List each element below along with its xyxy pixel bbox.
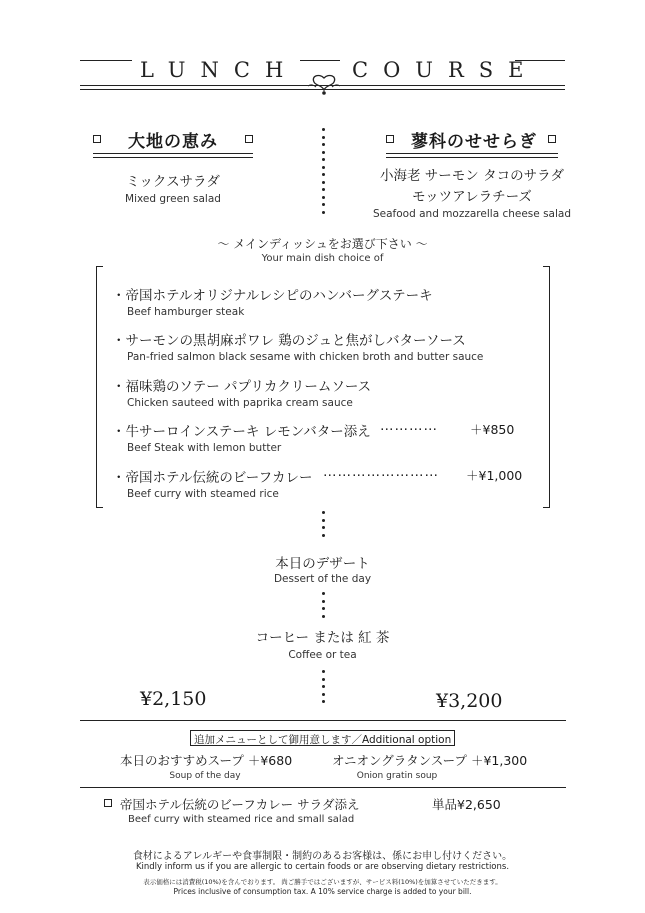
main-choice-heading [150, 235, 495, 264]
flourish-ornament [305, 74, 343, 96]
curry-en: Beef curry with steamed rice and small salad [128, 814, 355, 825]
dessert-en: Dessert of the day [273, 573, 372, 585]
divider-dots-1 [322, 511, 325, 541]
course-a-starter-jp: ミックスサラダ [126, 174, 220, 190]
course-a-rule-2 [93, 157, 253, 158]
soup-2 [332, 751, 532, 781]
course-b-starter-jp-2: モッツアレラチーズ [412, 189, 532, 205]
course-b-rule-1 [386, 153, 558, 154]
dish-en: Beef hamburger steak [127, 306, 245, 318]
dish-item [112, 466, 312, 500]
tax-en: Prices inclusive of consumption tax. A 10% service charge is added to your bill. [173, 887, 472, 896]
course-a-rule-1 [93, 153, 253, 154]
dish-jp: ・福味鶏のソテー パプリカクリームソース [112, 379, 372, 395]
curry-square [104, 799, 112, 807]
additional-rule-top [80, 720, 566, 721]
allergy-en: Kindly inform us if you are allergic to certain foods or are observing dietary restrictions. [135, 862, 510, 872]
course-b-square-left [386, 135, 394, 143]
dish-jp: ・牛サーロインステーキ レモンバター添え [112, 424, 371, 440]
footer [60, 847, 585, 896]
dish-en: Beef Steak with lemon butter [127, 442, 282, 454]
course-b-starter-jp-1: 小海老 サーモン タコのサラダ [380, 168, 564, 184]
course-a-starter-en: Mixed green salad [125, 193, 221, 205]
course-a-starter [93, 170, 253, 205]
dish-en: Pan-fried salmon black sesame with chicken broth and butter sauce [127, 351, 484, 363]
curry-jp: 帝国ホテル伝統のビーフカレー サラダ添え [120, 797, 360, 812]
additional-label-text: 追加メニューとして御用意します／Additional option [194, 734, 452, 746]
tax-jp: 表示価格には消費税(10%)を含んでおります。 尚ご勝手ではございますが、サービス料(10%)を加算させていただきます。 [143, 878, 502, 886]
course-b-price: ¥3,200 [436, 690, 503, 712]
additional-rule-mid [80, 787, 566, 788]
dish-item [112, 329, 483, 363]
main-choice-en: Your main dish choice of [261, 253, 384, 264]
curry-price: 単品¥2,650 [432, 797, 501, 812]
dessert-jp: 本日のデザート [275, 556, 370, 572]
course-a-price: ¥2,150 [140, 688, 207, 710]
soup-2-en: Onion gratin soup [356, 771, 438, 781]
drink [200, 626, 445, 661]
soup-1-jp: 本日のおすすめスープ ＋¥680 [120, 753, 293, 768]
dish-jp: ・帝国ホテル伝統のビーフカレー [112, 470, 313, 486]
dish-extra-price: ＋¥850 [470, 422, 515, 437]
dish-list-bracket-left [96, 266, 103, 508]
header-rule-top-2 [300, 60, 340, 61]
dish-item [112, 375, 371, 409]
course-b-name: 蓼科のせせらぎ [411, 132, 537, 152]
dish-extra-price: ＋¥1,000 [466, 468, 523, 483]
soup-1-en: Soup of the day [169, 771, 241, 781]
drink-jp: コーヒー または 紅 茶 [255, 630, 390, 646]
soup-2-jp: オニオングラタンスープ ＋¥1,300 [332, 753, 528, 768]
dessert [200, 552, 445, 585]
drink-en: Coffee or tea [288, 649, 357, 661]
course-b-starter [356, 164, 588, 220]
divider-dots-2 [322, 592, 325, 622]
dish-list-bracket-right [543, 266, 550, 508]
course-b-rule-2 [386, 157, 558, 158]
course-b-starter-en: Seafood and mozzarella cheese salad [373, 208, 571, 220]
dish-item [112, 284, 433, 318]
divider-dots-3 [322, 670, 325, 708]
title-course: COURSE [352, 58, 539, 82]
title-lunch: LUNCH [140, 58, 299, 82]
dish-en: Chicken sauteed with paprika cream sauce [127, 397, 353, 409]
course-a-square-right [245, 135, 253, 143]
header-rule-top-1 [80, 60, 132, 61]
soup-1 [120, 751, 293, 781]
divider-dots-top [322, 128, 325, 218]
dish-leader: ………… [380, 418, 438, 434]
course-b-square-right [548, 135, 556, 143]
dish-en: Beef curry with steamed rice [127, 488, 279, 500]
dish-jp: ・帝国ホテルオリジナルレシピのハンバーグステーキ [112, 288, 433, 304]
dish-leader: …………………… [323, 464, 439, 480]
additional-label [190, 730, 455, 746]
dish-item [112, 420, 371, 454]
allergy-jp: 食材によるアレルギーや食事制限・制約のあるお客様は、係にお申し付けください。 [132, 851, 513, 862]
course-a-name: 大地の恵み [128, 132, 218, 152]
dish-jp: ・サーモンの黒胡麻ポワレ 鶏のジュと焦がしバターソース [112, 333, 466, 349]
main-choice-jp: ～ メインディッシュをお選び下さい ～ [217, 237, 428, 251]
course-a-square-left [93, 135, 101, 143]
